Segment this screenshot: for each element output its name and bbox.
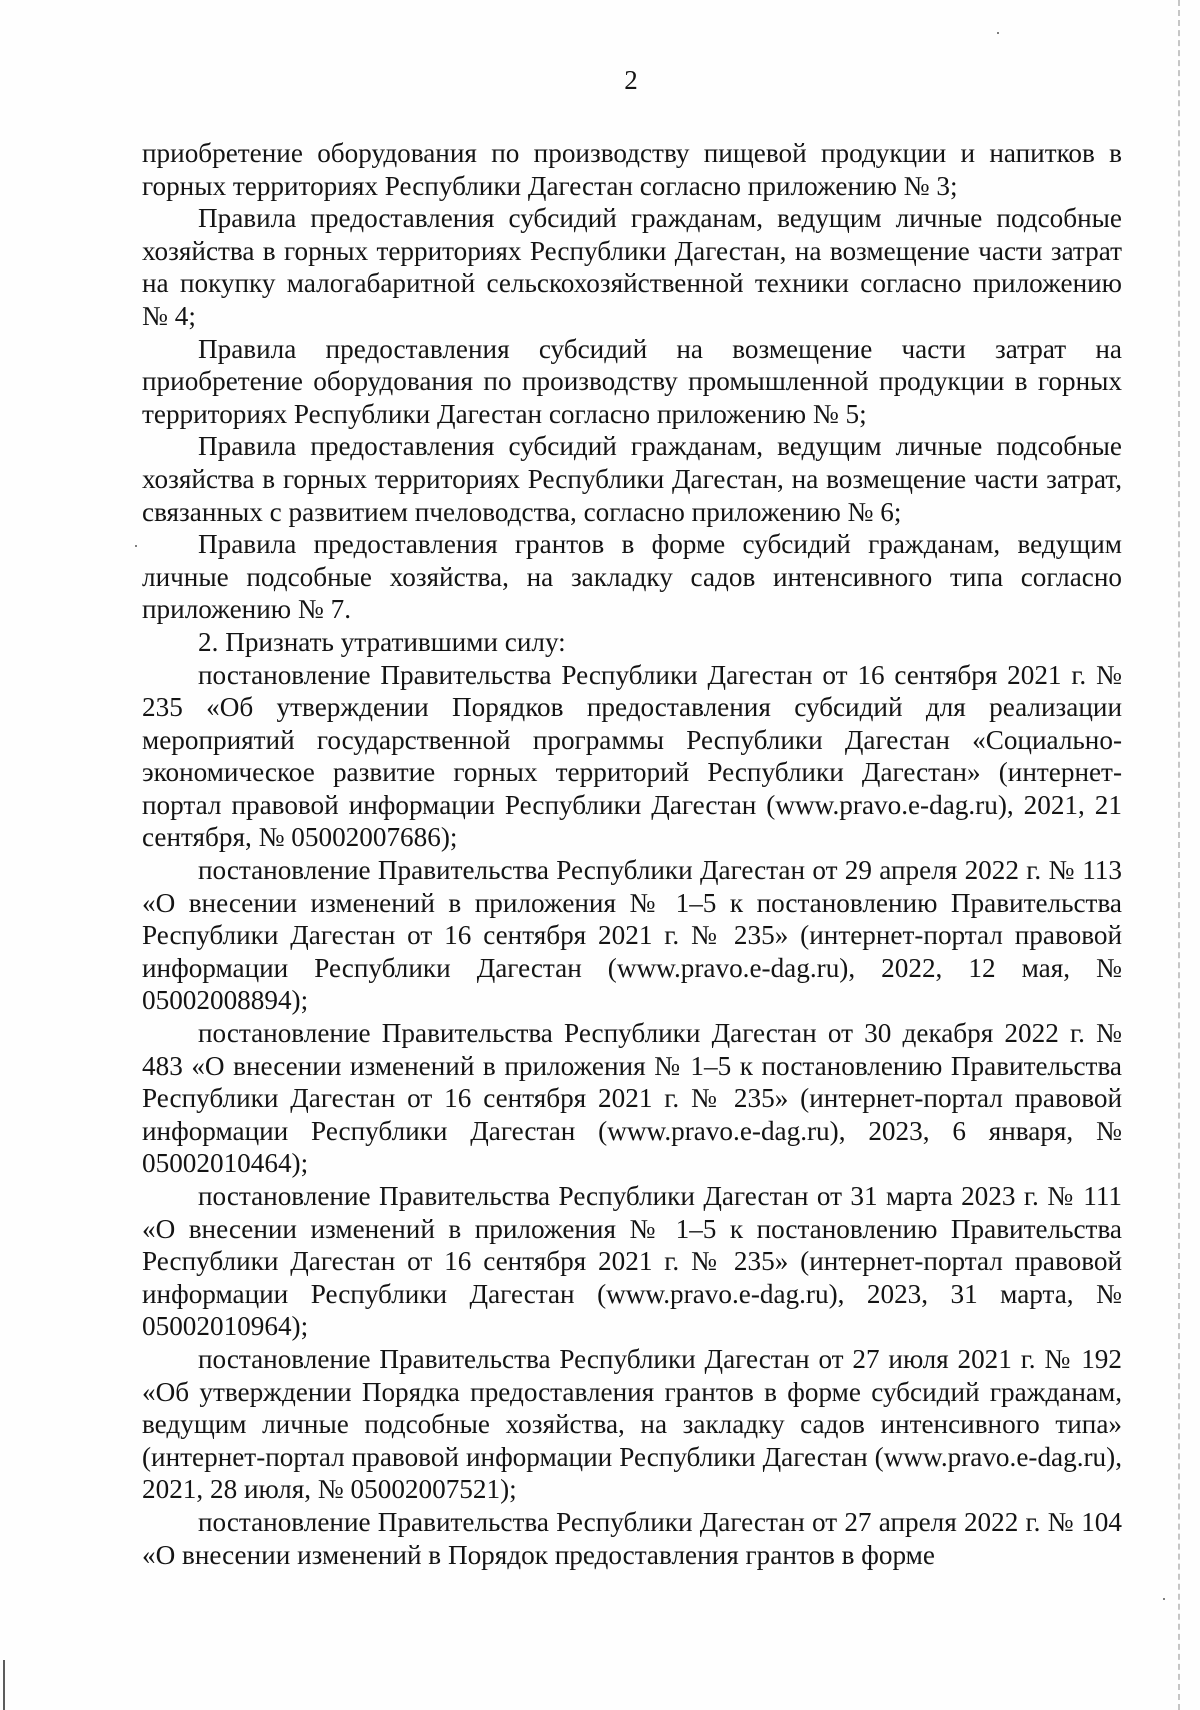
paragraph-rules-appendix-4: Правила предоставления субсидий гражданам, ведущим личные подсобные хозяйства в горных территориях Республики Дагестан, на возмещение части затрат на покупку малогабаритной сельскохозяйственной техники согласно приложению № 4; bbox=[142, 203, 1122, 331]
document-body bbox=[142, 137, 1122, 1571]
scan-speck bbox=[997, 32, 999, 34]
paragraph-repealed-235: постановление Правительства Республики Дагестан от 16 сентября 2021 г. № 235 «Об утверждении Порядков предоставления субсидий для реализации мероприятий государственной программы Республики Дагестан «Социально-экономическое развитие горных территорий Республики Дагестан» (интернет-портал правовой информации Республики Дагестан (www.pravo.e-dag.ru), 2021, 21 сентября, № 05002007686); bbox=[142, 659, 1122, 853]
scan-edge-right bbox=[1178, 0, 1180, 1710]
paragraph-repealed-111: постановление Правительства Республики Дагестан от 31 марта 2023 г. № 111 «О внесении изменений в приложения № 1–5 к постановлению Правительства Республики Дагестан от 16 сентября 2021 г. № 235» (интернет-портал правовой информации Республики Дагестан (www.pravo.e-dag.ru), 2023, 31 марта, № 05002010964); bbox=[142, 1181, 1122, 1342]
paragraph-rules-appendix-7: Правила предоставления грантов в форме субсидий гражданам, ведущим личные подсобные хозяйства, на закладку садов интенсивного типа согласно приложению № 7. bbox=[142, 529, 1122, 625]
page-number: 2 bbox=[624, 65, 638, 95]
paragraph-rules-appendix-5: Правила предоставления субсидий на возмещение части затрат на приобретение оборудования по производству промышленной продукции в горных территориях Республики Дагестан согласно приложению № 5; bbox=[142, 333, 1122, 429]
paragraph-item-2-heading: 2. Признать утратившими силу: bbox=[198, 626, 566, 657]
scan-speck bbox=[135, 545, 137, 547]
paragraph-rules-appendix-6: Правила предоставления субсидий гражданам, ведущим личные подсобные хозяйства в горных территориях Республики Дагестан, на возмещение части затрат, связанных с развитием пчеловодства, согласно приложению № 6; bbox=[142, 431, 1122, 527]
paragraph-repealed-113: постановление Правительства Республики Дагестан от 29 апреля 2022 г. № 113 «О внесении изменений в приложения № 1–5 к постановлению Правительства Республики Дагестан от 16 сентября 2021 г. № 235» (интернет-портал правовой информации Республики Дагестан (www.pravo.e-dag.ru), 2022, 12 мая, № 05002008894); bbox=[142, 855, 1122, 1016]
scan-speck bbox=[1163, 1598, 1165, 1600]
paragraph-repealed-483: постановление Правительства Республики Дагестан от 30 декабря 2022 г. № 483 «О внесении изменений в приложения № 1–5 к постановлению Правительства Республики Дагестан от 16 сентября 2021 г. № 235» (интернет-портал правовой информации Республики Дагестан (www.pravo.e-dag.ru), 2023, 6 января, № 05002010464); bbox=[142, 1018, 1122, 1179]
paragraph-repealed-192: постановление Правительства Республики Дагестан от 27 июля 2021 г. № 192 «Об утверждении Порядка предоставления грантов в форме субсидий гражданам, ведущим личные подсобные хозяйства, на закладку садов интенсивного типа» (интернет-портал правовой информации Республики Дагестан (www.pravo.e-dag.ru), 2021, 28 июля, № 05002007521); bbox=[142, 1343, 1122, 1505]
scan-edge-left bbox=[3, 1660, 5, 1710]
paragraph-continuation: приобретение оборудования по производству пищевой продукции и напитков в горных территориях Республики Дагестан согласно приложению № 3; bbox=[142, 138, 1122, 201]
paragraph-repealed-104: постановление Правительства Республики Дагестан от 27 апреля 2022 г. № 104 «О внесении изменений в Порядок предоставления грантов в форме bbox=[142, 1506, 1122, 1570]
